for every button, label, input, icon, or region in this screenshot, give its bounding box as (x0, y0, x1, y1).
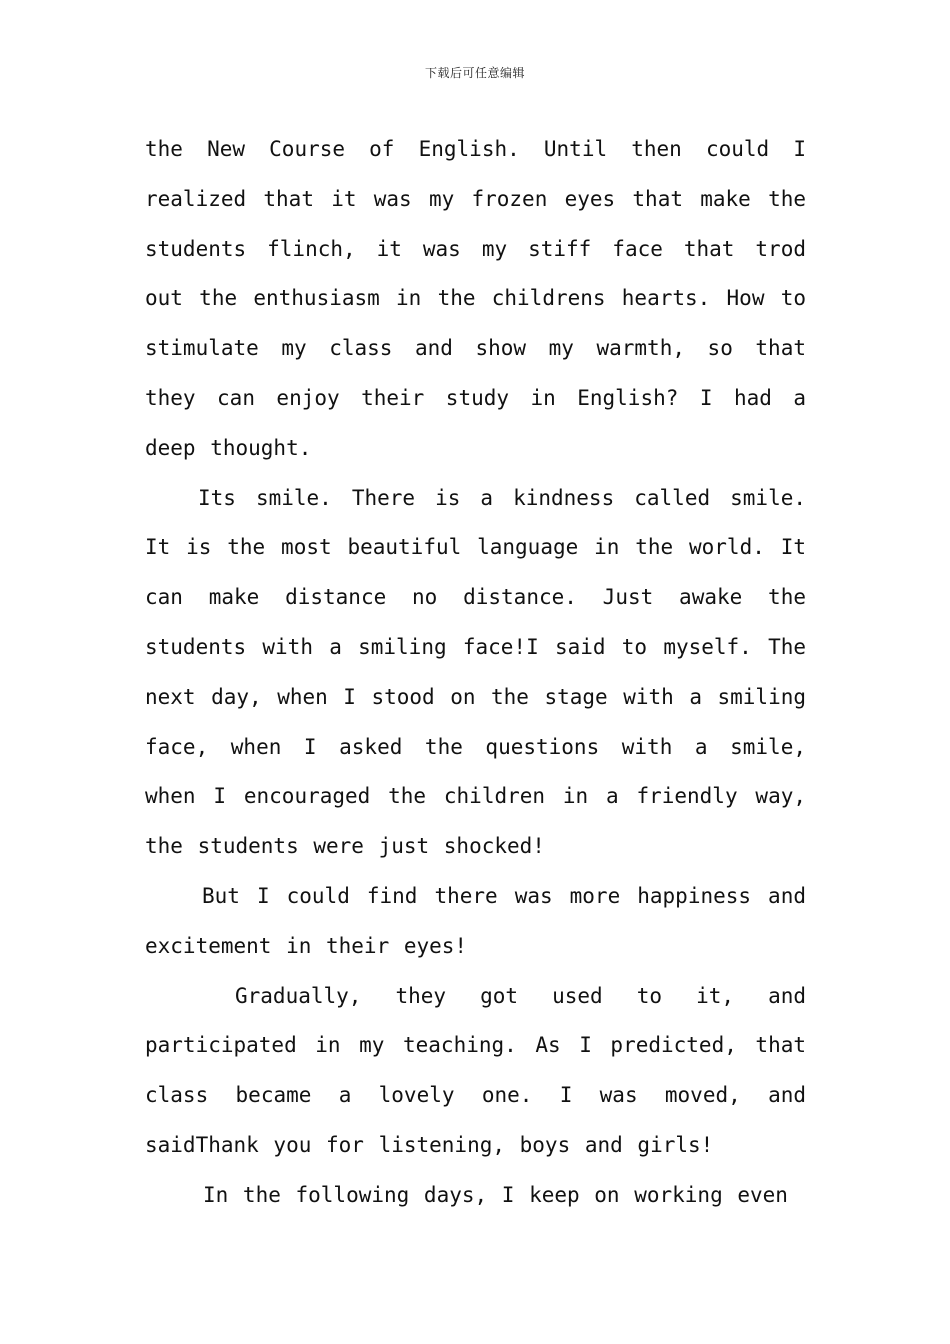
paragraph-3: But I could find there was more happiness and excitement in their eyes! (145, 883, 806, 958)
paragraph-5: In the following days, I keep on working even (203, 1182, 788, 1207)
paragraph-1: the New Course of English. Until then could I realized that it was my frozen eyes that make the students flinch, it was my stiff face that trod out the enthusiasm in the childrens hearts. How to stimulate my class and show my warmth, so that they can enjoy their study in English? I had a deep thought. (145, 137, 806, 460)
paragraph-2: Its smile. There is a kindness called smile. It is the most beautiful language in the world. It can make distance no distance. Just awake the students with a smiling face!I said to myself. The next day, when I stood on the stage with a smiling face, when I asked the questions with a smile, when I encouraged the children in a friendly way, the students were just shocked! (145, 485, 806, 859)
document-body (145, 125, 806, 1221)
page-header: 下载后可任意编辑 (424, 66, 525, 80)
paragraph-4: Gradually, they got used to it, and participated in my teaching. As I predicted, that class became a lovely one. I was moved, and saidThank you for listening, boys and girls! (145, 983, 806, 1157)
